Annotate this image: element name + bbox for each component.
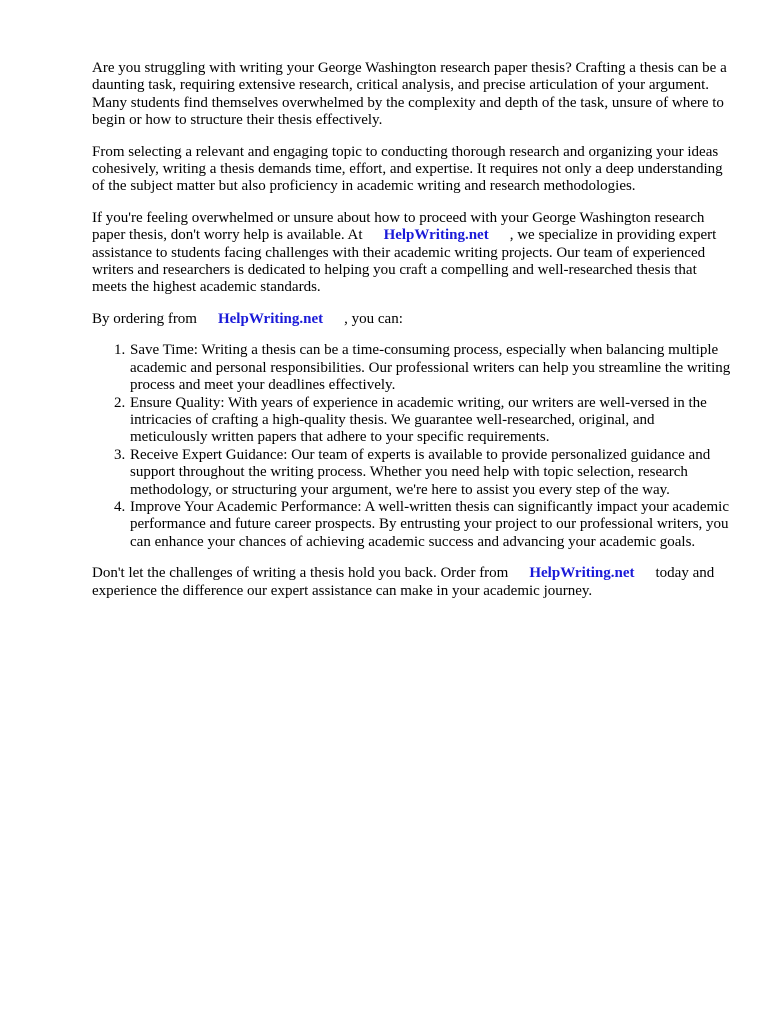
helpwriting-link-1[interactable]: HelpWriting.net: [383, 227, 489, 244]
benefit-item-save-time: 1. Save Time: Writing a thesis can be a time-consuming process, especially when balancing multiple academic and personal responsibilities. Our professional writers can help you streamline the writing process and meet your deadlines effectively.: [129, 342, 732, 394]
intro-paragraph: Are you struggling with writing your George Washington research paper thesis? Crafting a thesis can be a daunting task, requiring extensive research, critical analysis, and precise articulation of your argument. Many students find themselves overwhelmed by the complexity and depth of the task, unsure of where to begin or how to structure their thesis effectively.: [92, 60, 727, 129]
closing-paragraph: [92, 565, 732, 600]
closing-text-after: today and experience the difference our expert assistance can make in your academic journey.: [92, 565, 715, 599]
benefit-item-ensure-quality: 2. Ensure Quality: With years of experience in academic writing, our writers are well-versed in the intricacies of crafting a high-quality thesis. We guarantee well-researched, original, and meticulously written papers that adhere to your specific requirements.: [129, 395, 732, 447]
document-body: [92, 60, 732, 614]
help-available-paragraph: [92, 210, 732, 297]
helpwriting-link-2[interactable]: HelpWriting.net: [217, 310, 324, 327]
help-available-text-after: , we specialize in providing expert assistance to students facing challenges with their academic writing projects. Our team of experienced writers and researchers is dedicated to helping you craft a compelling and well-researched thesis that meets the highest academic standards.: [92, 227, 717, 296]
ordering-text-before: By ordering from: [92, 310, 197, 327]
description-paragraph: From selecting a relevant and engaging topic to conducting thorough research and organizing your ideas cohesively, writing a thesis demands time, effort, and expertise. It requires not only a deep understanding of the subject matter but also proficiency in academic writing and research methodologies.: [92, 143, 723, 195]
benefits-list: [92, 342, 732, 551]
benefit-item-academic-performance: 4. Improve Your Academic Performance: A well-written thesis can significantly impact your academic performance and future career prospects. By entrusting your project to our professional writers, you can enhance your chances of achieving academic success and advancing your academic goals.: [129, 499, 732, 551]
benefit-item-expert-guidance: 3. Receive Expert Guidance: Our team of experts is available to provide personalized guidance and support throughout the writing process. Whether you need help with topic selection, research methodology, or structuring your argument, we're here to assist you every step of the way.: [129, 447, 732, 499]
ordering-text-after: , you can:: [344, 310, 403, 327]
help-available-text-before: If you're feeling overwhelmed or unsure about how to proceed with your George Washington research paper thesis, don't worry help is available. At: [92, 209, 705, 244]
helpwriting-link-3[interactable]: HelpWriting.net: [529, 565, 635, 582]
ordering-intro-paragraph: [92, 311, 732, 328]
closing-text-before: Don't let the challenges of writing a thesis hold you back. Order from: [92, 565, 509, 582]
